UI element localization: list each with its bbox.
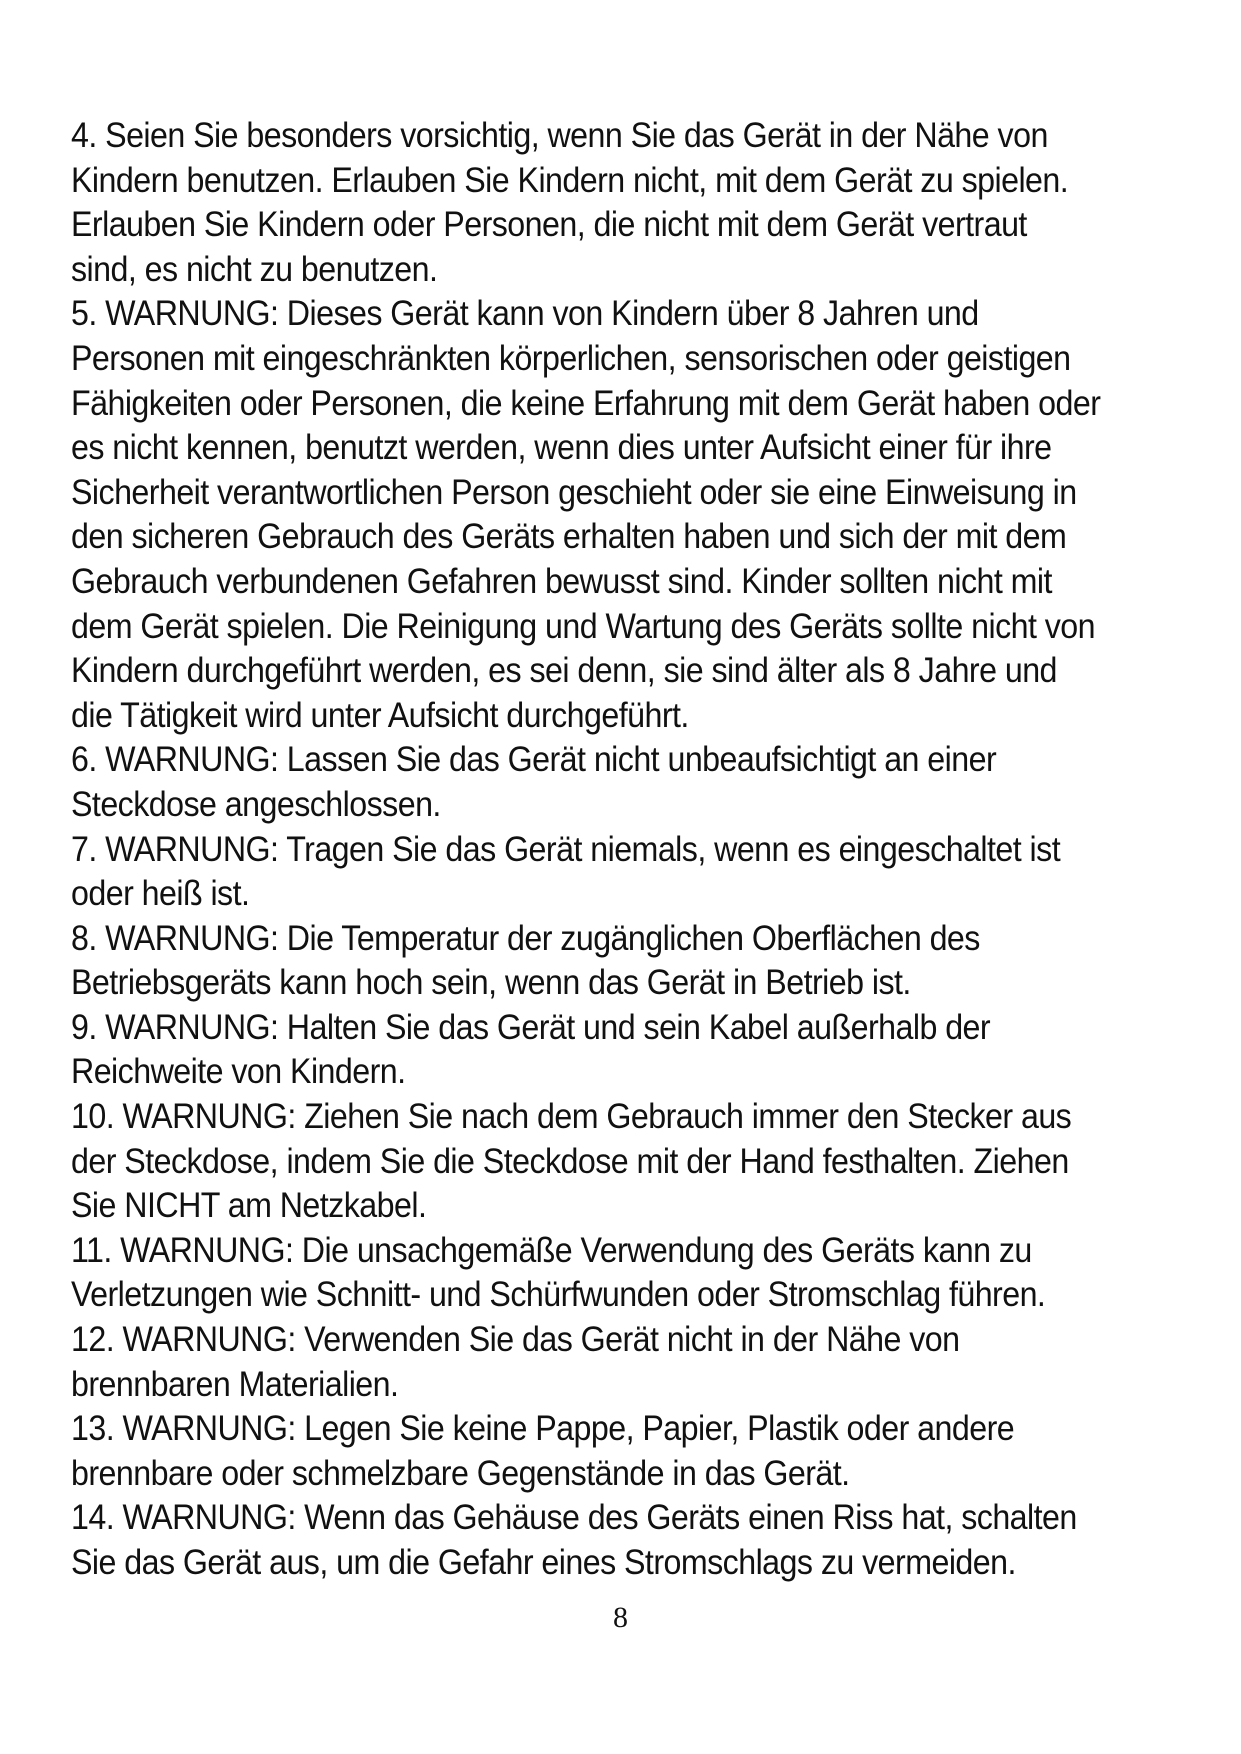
text-line: Sicherheit verantwortlichen Person geschieht oder sie eine Einweisung in: [71, 472, 1077, 512]
text-line: Reichweite von Kindern.: [71, 1052, 406, 1092]
text-line: Erlauben Sie Kindern oder Personen, die nicht mit dem Gerät vertraut: [71, 205, 1027, 245]
text-line: Personen mit eingeschränkten körperlichen, sensorischen oder geistigen: [71, 338, 1071, 378]
text-line: die Tätigkeit wird unter Aufsicht durchgeführt.: [71, 695, 689, 735]
text-line: Fähigkeiten oder Personen, die keine Erfahrung mit dem Gerät haben oder: [71, 383, 1101, 423]
text-line: dem Gerät spielen. Die Reinigung und Wartung des Geräts sollte nicht von: [71, 606, 1096, 646]
text-line: 10. WARNUNG: Ziehen Sie nach dem Gebrauch immer den Stecker aus: [71, 1097, 1072, 1137]
text-line: der Steckdose, indem Sie die Steckdose mit der Hand festhalten. Ziehen: [71, 1141, 1069, 1181]
text-line: Verletzungen wie Schnitt- und Schürfwunden oder Stromschlag führen.: [71, 1275, 1046, 1315]
text-line: brennbare oder schmelzbare Gegenstände in das Gerät.: [71, 1453, 850, 1493]
text-line: 13. WARNUNG: Legen Sie keine Pappe, Papier, Plastik oder andere: [71, 1409, 1015, 1449]
text-line: Steckdose angeschlossen.: [71, 784, 441, 824]
text-line: es nicht kennen, benutzt werden, wenn dies unter Aufsicht einer für ihre: [71, 428, 1052, 468]
text-line: Kindern durchgeführt werden, es sei denn, sie sind älter als 8 Jahre und: [71, 651, 1057, 691]
text-line: sind, es nicht zu benutzen.: [71, 249, 438, 289]
text-line: oder heiß ist.: [71, 874, 250, 914]
text-line: 11. WARNUNG: Die unsachgemäße Verwendung des Geräts kann zu: [71, 1230, 1032, 1270]
safety-instructions-text: [71, 114, 1101, 1586]
text-line: 5. WARNUNG: Dieses Gerät kann von Kindern über 8 Jahren und: [71, 294, 979, 334]
text-line: Kindern benutzen. Erlauben Sie Kindern nicht, mit dem Gerät zu spielen.: [71, 160, 1069, 200]
page-number: 8: [613, 1601, 628, 1634]
text-line: den sicheren Gebrauch des Geräts erhalten haben und sich der mit dem: [71, 517, 1067, 557]
text-line: Betriebsgeräts kann hoch sein, wenn das Gerät in Betrieb ist.: [71, 963, 911, 1003]
text-line: 12. WARNUNG: Verwenden Sie das Gerät nicht in der Nähe von: [71, 1320, 960, 1360]
text-line: 9. WARNUNG: Halten Sie das Gerät und sein Kabel außerhalb der: [71, 1007, 991, 1047]
text-line: 4. Seien Sie besonders vorsichtig, wenn Sie das Gerät in der Nähe von: [71, 116, 1048, 155]
text-line: 6. WARNUNG: Lassen Sie das Gerät nicht unbeaufsichtigt an einer: [71, 740, 997, 780]
text-line: 14. WARNUNG: Wenn das Gehäuse des Geräts einen Riss hat, schalten: [71, 1498, 1077, 1538]
text-line: 8. WARNUNG: Die Temperatur der zugänglichen Oberflächen des: [71, 918, 980, 958]
text-line: Sie das Gerät aus, um die Gefahr eines Stromschlags zu vermeiden.: [71, 1543, 1016, 1582]
text-line: Sie NICHT am Netzkabel.: [71, 1186, 427, 1226]
text-line: 7. WARNUNG: Tragen Sie das Gerät niemals, wenn es eingeschaltet ist: [71, 829, 1061, 869]
text-line: Gebrauch verbundenen Gefahren bewusst sind. Kinder sollten nicht mit: [71, 561, 1052, 601]
text-line: brennbaren Materialien.: [71, 1364, 399, 1404]
